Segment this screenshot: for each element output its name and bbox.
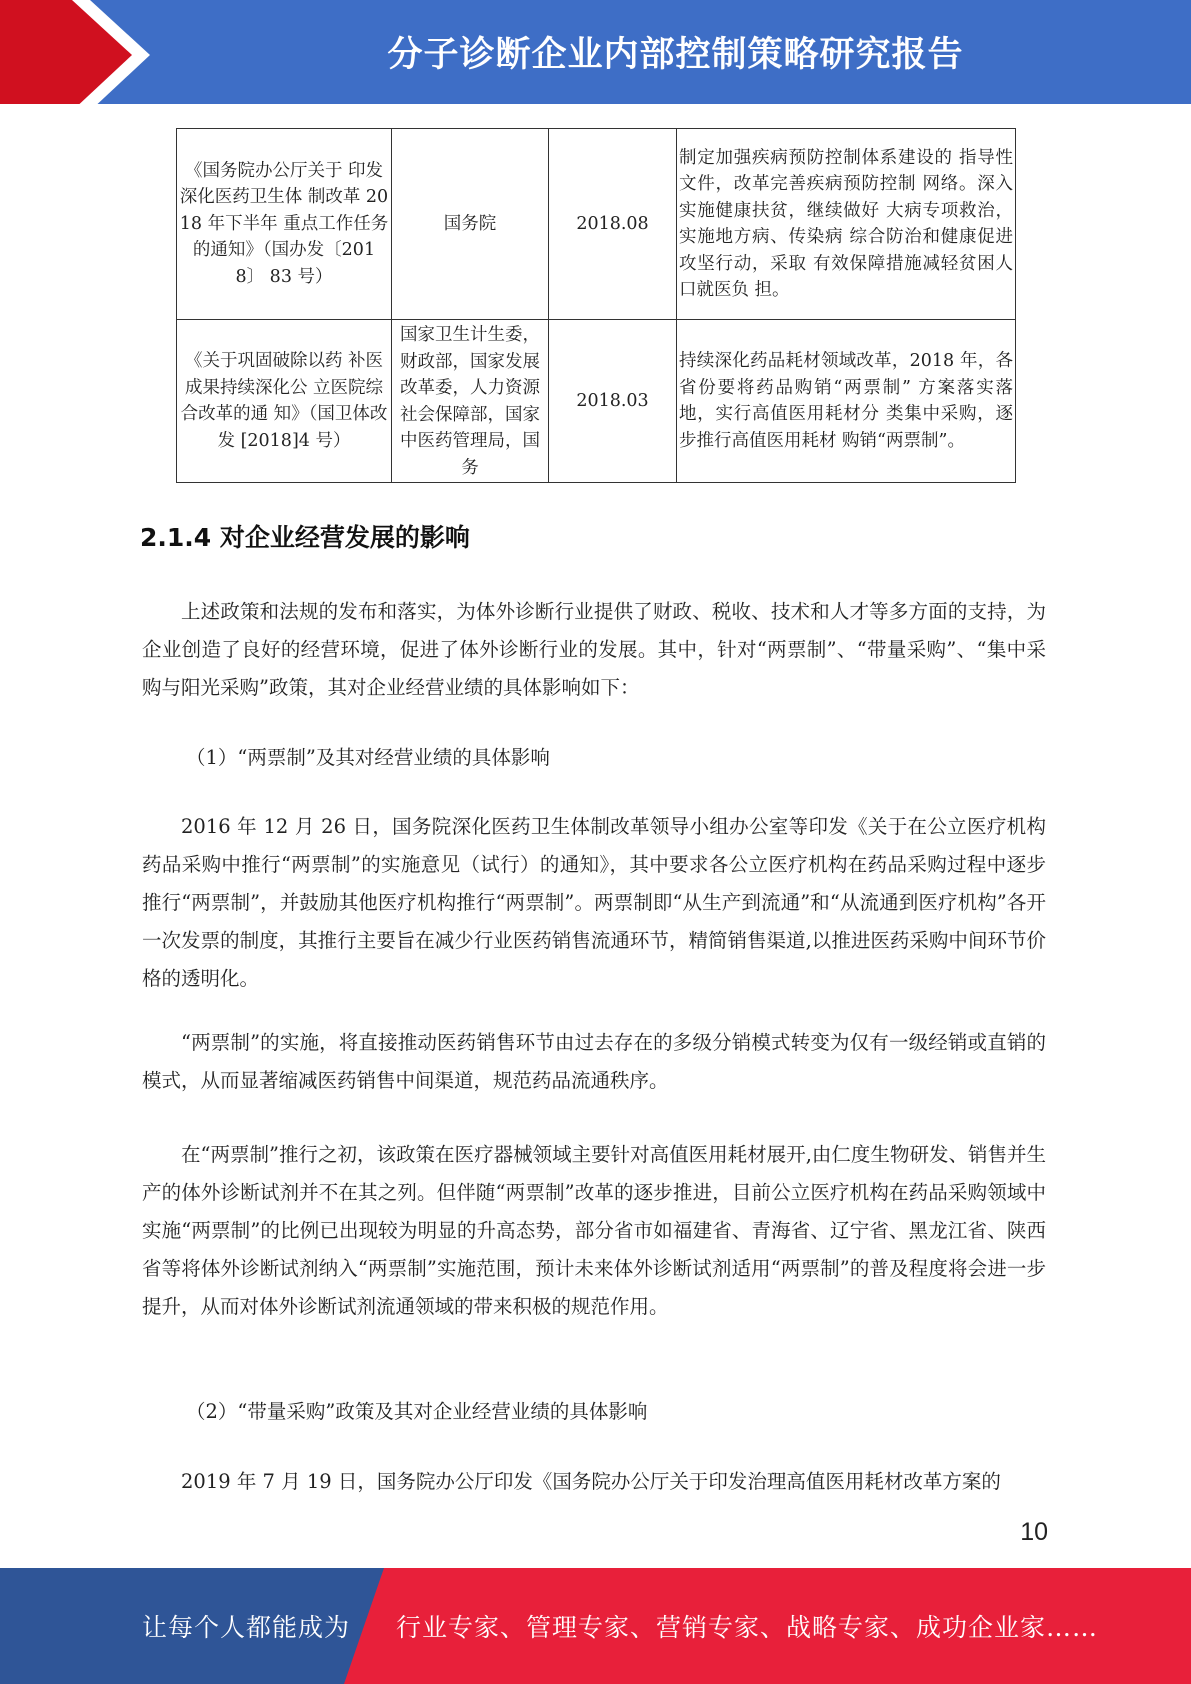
date-cell: 2018.03 [549, 320, 677, 483]
content-cell: 持续深化药品耗材领域改革，2018 年，各省份要将药品购销“两票制” 方案落实落地，实行高值医用耗材分 类集中采购，逐步推行高值医用耗材 购销“两票制”。 [677, 320, 1016, 483]
footer-slogan-left: 让每个人都能成为 [142, 1613, 351, 1642]
content-cell: 制定加强疾病预防控制体系建设的 指导性文件，改革完善疾病预防控制 网络。深入实施健康扶贫，继续做好 大病专项救治，实施地方病、传染病 综合防治和健康促进攻坚行动，采取 有效保障措施减轻贫困人口就医负 担。 [677, 129, 1016, 320]
paragraph: 在“两票制”推行之初，该政策在医疗器械领域主要针对高值医用耗材展开,由仁度生物研发、销售并生产的体外诊断试剂并不在其之列。但伴随“两票制”改革的逐步推进，目前公立医疗机构在药品采购领域中实施“两票制”的比例已出现较为明显的升高态势，部分省市如福建省、青海省、辽宁省、黑龙江省、陕西省等将体外诊断试剂纳入“两票制”实施范围，预计未来体外诊断试剂适用“两票制”的普及程度将会进一步提升，从而对体外诊断试剂流通领域的带来积极的规范作用。 [142, 1143, 1046, 1318]
table-row [177, 320, 1016, 483]
report-title: 分子诊断企业内部控制策略研究报告 [387, 35, 964, 75]
issuer-cell: 国务院 [392, 129, 549, 320]
issuer-cell [392, 320, 549, 483]
footer-slogan-right: 行业专家、管理专家、营销专家、战略专家、成功企业家…… [396, 1613, 1099, 1642]
section-heading: 2.1.4 对企业经营发展的影响 [140, 523, 470, 552]
paragraph: 2016 年 12 月 26 日，国务院深化医药卫生体制改革领导小组办公室等印发《关于在公立医疗机构药品采购中推行“两票制”的实施意见（试行）的通知》，其中要求各公立医疗机构在药品采购过程中逐步推行“两票制”，并鼓励其他医疗机构推行“两票制”。两票制即“从生产到流通”和“从流通到医疗机构”各开一次发票的制度，其推行主要旨在减少行业医药销售流通环节，精简销售渠道,以推进医药采购中间环节价格的透明化。 [142, 815, 1046, 990]
page-header [0, 0, 1191, 111]
paragraph: 上述政策和法规的发布和落实，为体外诊断行业提供了财政、税收、技术和人才等多方面的支持，为企业创造了良好的经营环境，促进了体外诊断行业的发展。其中，针对“两票制”、“带量采购”、“集中采购与阳光采购”政策，其对企业经营业绩的具体影响如下： [142, 600, 1046, 699]
page-number: 10 [1020, 1518, 1048, 1546]
table-row [177, 129, 1016, 320]
policy-title-cell: 《国务院办公厅关于 印发深化医药卫生体 制改革 2018 年下半年 重点工作任务的通知》（国办发〔2018〕 83 号） [177, 129, 392, 320]
subheading: （2）“带量采购”政策及其对企业经营业绩的具体影响 [186, 1400, 648, 1423]
issuer-text: 国家卫生计生委，财政部，国家发展改革委，人力资源社会保障部，国家中医药管理局，国务 [400, 325, 540, 478]
subheading: （1）“两票制”及其对经营业绩的具体影响 [186, 746, 550, 769]
paragraph: “两票制”的实施，将直接推动医药销售环节由过去存在的多级分销模式转变为仅有一级经销或直销的模式，从而显著缩减医药销售中间渠道，规范药品流通秩序。 [142, 1031, 1046, 1092]
date-cell: 2018.08 [549, 129, 677, 320]
policy-title-cell: 《关于巩固破除以药 补医成果持续深化公 立医院综合改革的通 知》（国卫体改发 [2018]4 号） [177, 320, 392, 483]
paragraph: 2019 年 7 月 19 日，国务院办公厅印发《国务院办公厅关于印发治理高值医用耗材改革方案的 [181, 1470, 1001, 1493]
policy-table [176, 128, 1016, 483]
page-footer [0, 1568, 1191, 1684]
